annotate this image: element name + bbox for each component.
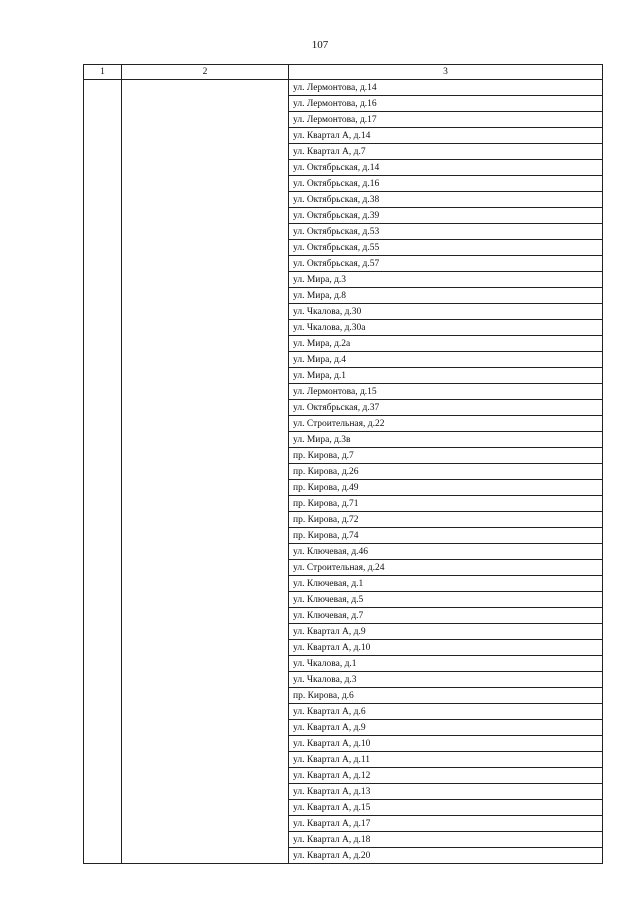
column-1-cell [84, 80, 122, 864]
address-cell: ул. Октябрьская, д.39 [289, 208, 603, 224]
column-header-2: 2 [122, 65, 289, 80]
address-cell: ул. Квартал А, д.10 [289, 640, 603, 656]
address-cell: ул. Квартал А, д.20 [289, 848, 603, 864]
address-cell: ул. Чкалова, д.30а [289, 320, 603, 336]
address-cell: ул. Ключевая, д.5 [289, 592, 603, 608]
address-cell: ул. Квартал А, д.13 [289, 784, 603, 800]
address-cell: ул. Октябрьская, д.14 [289, 160, 603, 176]
address-cell: ул. Строительная, д.22 [289, 416, 603, 432]
address-cell: ул. Квартал А, д.9 [289, 720, 603, 736]
address-cell: ул. Ключевая, д.46 [289, 544, 603, 560]
address-table [83, 64, 603, 864]
address-cell: ул. Мира, д.3в [289, 432, 603, 448]
address-cell: ул. Октябрьская, д.53 [289, 224, 603, 240]
address-cell: пр. Кирова, д.26 [289, 464, 603, 480]
table-header [84, 65, 603, 80]
address-cell: ул. Квартал А, д.7 [289, 144, 603, 160]
address-cell: ул. Октябрьская, д.16 [289, 176, 603, 192]
address-cell: пр. Кирова, д.49 [289, 480, 603, 496]
header-row [84, 65, 603, 80]
page-number: 107 [311, 39, 329, 51]
address-cell: ул. Квартал А, д.17 [289, 816, 603, 832]
address-cell: ул. Ключевая, д.1 [289, 576, 603, 592]
address-cell: ул. Мира, д.1 [289, 368, 603, 384]
address-cell: пр. Кирова, д.7 [289, 448, 603, 464]
address-cell: ул. Чкалова, д.1 [289, 656, 603, 672]
address-cell: ул. Октябрьская, д.38 [289, 192, 603, 208]
address-cell: ул. Мира, д.2а [289, 336, 603, 352]
address-cell: ул. Чкалова, д.30 [289, 304, 603, 320]
table-row [84, 80, 603, 96]
address-cell: пр. Кирова, д.74 [289, 528, 603, 544]
address-cell: пр. Кирова, д.6 [289, 688, 603, 704]
address-cell: ул. Лермонтова, д.17 [289, 112, 603, 128]
table-body [84, 80, 603, 864]
address-cell: ул. Квартал А, д.14 [289, 128, 603, 144]
address-cell: ул. Квартал А, д.9 [289, 624, 603, 640]
column-2-cell [122, 80, 289, 864]
address-cell: ул. Лермонтова, д.15 [289, 384, 603, 400]
address-cell: ул. Квартал А, д.11 [289, 752, 603, 768]
address-cell: пр. Кирова, д.72 [289, 512, 603, 528]
address-cell: ул. Квартал А, д.12 [289, 768, 603, 784]
address-cell: пр. Кирова, д.71 [289, 496, 603, 512]
address-cell: ул. Квартал А, д.18 [289, 832, 603, 848]
address-cell: ул. Мира, д.3 [289, 272, 603, 288]
address-cell: ул. Квартал А, д.15 [289, 800, 603, 816]
address-cell: ул. Октябрьская, д.57 [289, 256, 603, 272]
address-cell: ул. Чкалова, д.3 [289, 672, 603, 688]
address-cell: ул. Лермонтова, д.16 [289, 96, 603, 112]
address-cell: ул. Лермонтова, д.14 [289, 80, 603, 96]
address-cell: ул. Октябрьская, д.55 [289, 240, 603, 256]
column-header-3: 3 [289, 65, 603, 80]
address-cell: ул. Октябрьская, д.37 [289, 400, 603, 416]
address-cell: ул. Ключевая, д.7 [289, 608, 603, 624]
address-cell: ул. Мира, д.8 [289, 288, 603, 304]
address-cell: ул. Квартал А, д.6 [289, 704, 603, 720]
column-header-1: 1 [84, 65, 122, 80]
address-cell: ул. Квартал А, д.10 [289, 736, 603, 752]
address-cell: ул. Мира, д.4 [289, 352, 603, 368]
address-cell: ул. Строительная, д.24 [289, 560, 603, 576]
